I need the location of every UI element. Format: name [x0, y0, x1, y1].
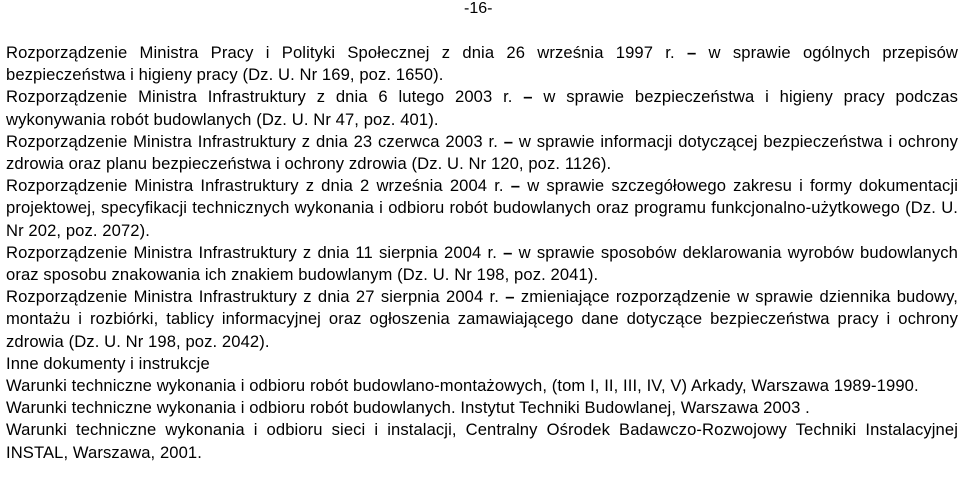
- other-documents-heading: Inne dokumenty i instrukcje: [6, 353, 210, 373]
- regulation-title: Rozporządzenie Ministra Infrastruktury z dnia 23 czerwca 2003 r.: [6, 131, 498, 151]
- regulation-entry-4: [6, 175, 958, 242]
- regulation-text: zmieniające rozporządzenie w sprawie dziennika budowy, montażu i rozbiórki, tablicy informacyjnej oraz ogłoszenia zamawiającego dane dotyczące bezpieczeństwa pracy i ochrony zdrowia (Dz. U. Nr 198, poz. 2042).: [6, 287, 958, 351]
- regulation-entry-2: [6, 86, 958, 130]
- dash: –: [510, 176, 521, 196]
- regulation-entry-3: [6, 131, 958, 175]
- other-document-entry-3: Warunki techniczne wykonania i odbioru sieci i instalacji, Centralny Ośrodek Badawczo-Rozwojowy Techniki Instalacyjnej INSTAL, Warszawa, 2001.: [6, 420, 958, 462]
- regulation-entry-6: [6, 286, 958, 353]
- page-number: -16-: [464, 0, 493, 17]
- regulation-text: w sprawie sposobów deklarowania wyrobów budowlanych oraz sposobu znakowania ich znakiem budowlanym (Dz. U. Nr 198, poz. 2041).: [6, 242, 959, 285]
- dash: –: [686, 43, 697, 62]
- regulation-title: Rozporządzenie Ministra Infrastruktury z dnia 6 lutego 2003 r.: [6, 87, 513, 107]
- regulation-text: w sprawie ogólnych przepisów bezpieczeństwa i higieny pracy (Dz. U. Nr 169, poz. 1650).: [6, 43, 959, 85]
- regulation-text: w sprawie bezpieczeństwa i higieny pracy podczas wykonywania robót budowlanych (Dz. U. Nr 47, poz. 401).: [6, 87, 958, 129]
- regulation-entry-5: [6, 242, 958, 286]
- dash: –: [503, 131, 514, 151]
- regulation-text: w sprawie informacji dotyczącej bezpieczeństwa i ochrony zdrowia oraz planu bezpieczeństwa i ochrony zdrowia (Dz. U. Nr 120, poz. 1126).: [6, 131, 958, 174]
- regulation-title: Rozporządzenie Ministra Infrastruktury z dnia 27 sierpnia 2004 r.: [6, 287, 499, 307]
- dash: –: [523, 87, 533, 107]
- dash: –: [503, 242, 513, 262]
- document-body: [6, 42, 958, 464]
- regulation-title: Rozporządzenie Ministra Pracy i Polityki Społecznej z dnia 26 września 1997 r.: [6, 43, 675, 62]
- regulation-title: Rozporządzenie Ministra Infrastruktury z dnia 2 września 2004 r.: [6, 176, 504, 196]
- dash: –: [505, 287, 515, 307]
- regulation-text: w sprawie szczegółowego zakresu i formy dokumentacji projektowej, specyfikacji technicznych wykonania i odbioru robót budowlanych oraz programu funkcjonalno-użytkowego (Dz. U. Nr 202, poz. 2072).: [6, 176, 958, 240]
- other-document-entry-2: Warunki techniczne wykonania i odbioru robót budowlanych. Instytut Techniki Budowlanej, Warszawa 2003 .: [6, 398, 810, 418]
- other-document-entry-1: Warunki techniczne wykonania i odbioru robót budowlano-montażowych, (tom I, II, III, IV, V) Arkady, Warszawa 1989-1990.: [6, 376, 919, 396]
- regulation-title: Rozporządzenie Ministra Infrastruktury z dnia 11 sierpnia 2004 r.: [6, 242, 497, 262]
- regulation-entry-1: [6, 42, 958, 86]
